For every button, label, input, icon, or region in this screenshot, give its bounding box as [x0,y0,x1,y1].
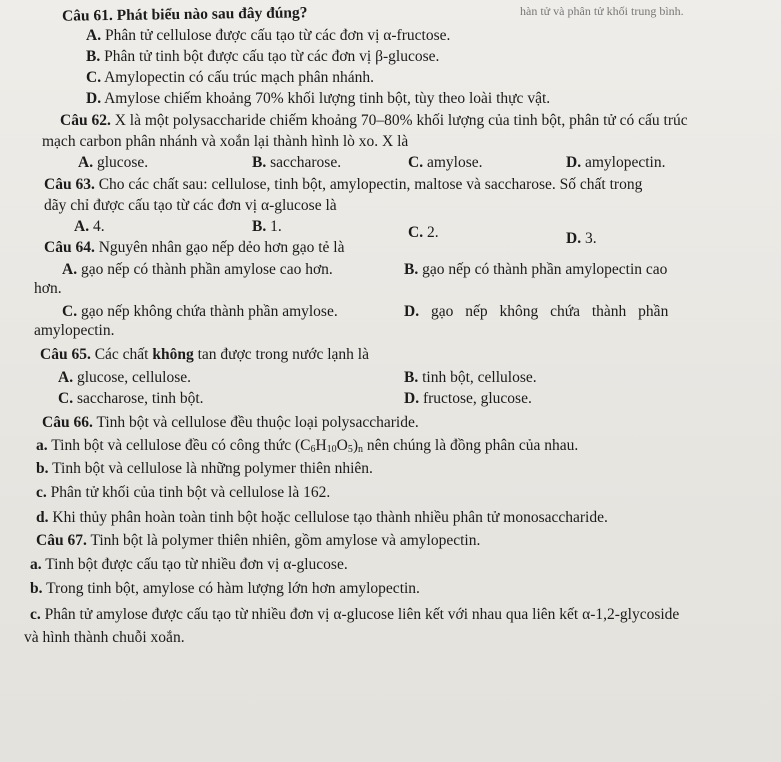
q67-item-c-cont: và hình thành chuỗi xoắn. [24,629,185,646]
q64-option-b: B. gạo nếp có thành phần amylopectin cao [404,261,668,278]
question-stem: Cho các chất sau: cellulose, tinh bột, amylopectin, maltose và saccharose. Số chất trong [98,176,643,193]
q65-option-d: D. fructose, glucose. [404,390,532,407]
q62-options [0,154,781,172]
q67-item-a: a. Tinh bột được cấu tạo từ nhiều đơn vị α-glucose. [30,556,348,573]
question-61 [62,4,308,25]
q67-item-b: b. Trong tinh bột, amylose có hàm lượng lớn hơn amylopectin. [30,580,420,597]
q66-item-d: d. Khi thủy phân hoàn toàn tinh bột hoặc cellulose tạo thành nhiều phân tử monosaccharide. [36,509,608,526]
q61-option-b: B. Phân tử tinh bột được cấu tạo từ các đơn vị β-glucose. [86,48,440,65]
question-63 [44,176,642,194]
q63-options-row1 [0,218,781,247]
q63-option-b: B. 1. [252,218,282,235]
question-66 [42,414,419,432]
q63-option-c: C. 2. [408,224,439,241]
q64-option-c: C. gạo nếp không chứa thành phần amylose. [62,303,338,320]
question-number: Câu 63. [44,176,95,193]
q65-options-cd [0,390,781,408]
q61-option-c: C. Amylopectin có cấu trúc mạch phân nhánh. [86,69,374,86]
q65-option-a: A. glucose, cellulose. [58,369,192,386]
question-number: Câu 65. [40,346,91,363]
q64-options-cd [0,303,781,321]
q63-option-a: A. 4. [74,218,105,235]
question-stem: Tinh bột và cellulose đều thuộc loại polysaccharide. [96,414,419,431]
q61-option-d: D. Amylose chiếm khoảng 70% khối lượng tinh bột, tùy theo loài thực vật. [86,90,551,107]
question-67 [36,532,480,550]
q64-options-ab [0,261,781,279]
q65-option-c: C. saccharose, tinh bột. [58,390,204,407]
question-number: Câu 67. [36,532,87,549]
question-number: Câu 66. [42,414,93,431]
question-63-cont: dãy chỉ được cấu tạo từ các đơn vị α-glucose là [44,197,337,214]
question-stem: Tinh bột là polymer thiên nhiên, gồm amylose và amylopectin. [90,532,481,549]
q66-item-c: c. Phân tử khối của tinh bột và cellulose là 162. [36,484,331,501]
q64-option-d-cont: amylopectin. [34,322,115,339]
question-62-cont: mạch carbon phân nhánh và xoắn lại thành hình lò xo. X là [42,133,409,150]
question-65: Câu 65. Các chất không tan được trong nước lạnh là [40,346,369,363]
q63-option-d: D. 3. [566,230,597,247]
question-62 [60,112,688,130]
q65-options-ab [0,369,781,387]
q66-item-a: a. Tinh bột và cellulose đều có công thức $(C_6H_{10}O_5)_n$ nên chúng là đồng phân của nhau. [36,437,579,455]
q64-option-b-cont: hơn. [34,280,62,297]
q67-item-c: c. Phân tử amylose được cấu tạo từ nhiều đơn vị α-glucose liên kết với nhau qua liên kết α-1,2-glycoside [30,606,680,623]
question-number: Câu 61. [61,7,113,25]
q62-option-c: C. amylose. [408,154,483,171]
q65-option-b: B. tinh bột, cellulose. [404,369,537,386]
q66-item-b: b. Tinh bột và cellulose là những polymer thiên nhiên. [36,460,373,477]
q61-option-a: A. Phân tử cellulose được cấu tạo từ các đơn vị α-fructose. [86,27,451,44]
question-number: Câu 62. [60,112,111,129]
question-number: Câu 64. [44,239,95,256]
question-stem: Nguyên nhân gạo nếp dẻo hơn gạo tẻ là [98,239,345,256]
question-stem: Phát biểu nào sau đây đúng? [116,4,308,24]
q64-option-d: D. gạo nếp không chứa thành phần [404,303,669,320]
question-64 [44,239,345,257]
q64-option-a: A. gạo nếp có thành phần amylose cao hơn. [62,261,333,278]
q62-option-b: B. saccharose. [252,154,342,171]
question-stem: X là một polysaccharide chiếm khoảng 70–80% khối lượng của tinh bột, phân tử có cấu trúc [114,112,688,129]
header-fragment: hàn tử và phân tử khối trung bình. [520,4,684,18]
q62-option-d: D. amylopectin. [566,154,666,171]
q62-option-a: A. glucose. [78,154,149,171]
